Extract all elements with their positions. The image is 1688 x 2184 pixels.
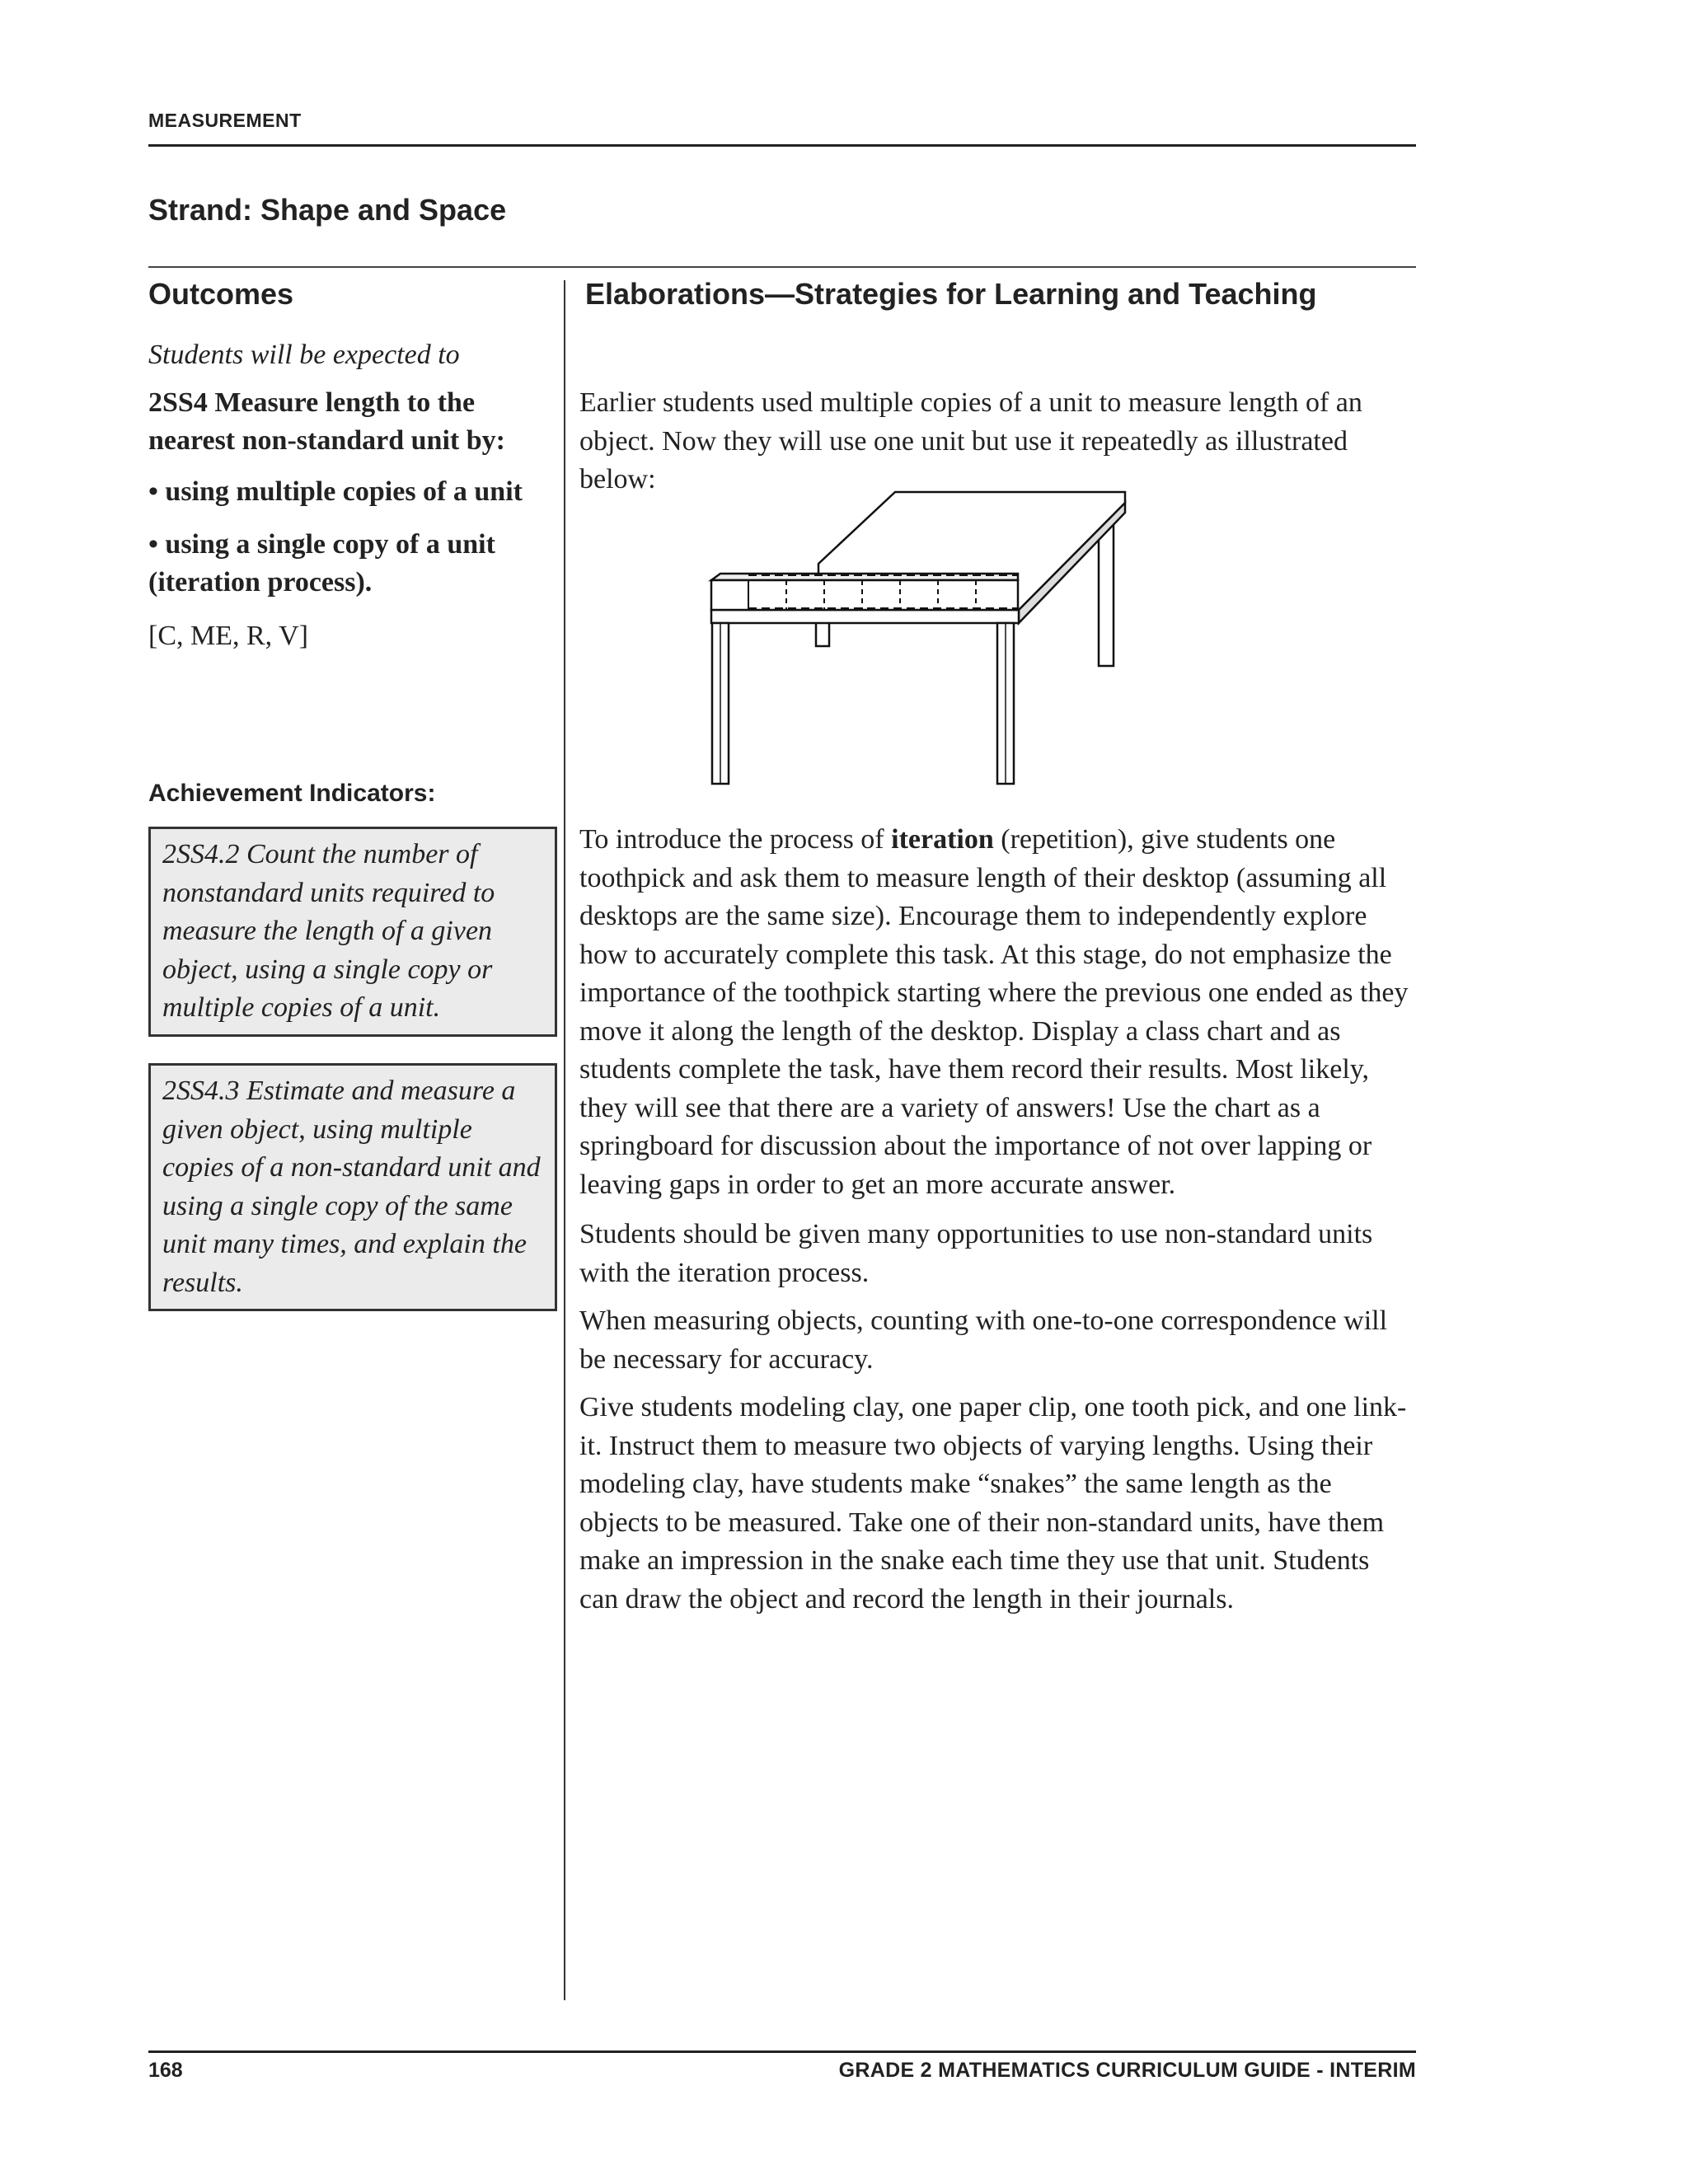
outcome-bullet: • using multiple copies of a unit (148, 476, 523, 507)
outcome-title: 2SS4 Measure length to the nearest non-standard unit by: (148, 387, 505, 456)
footer-rule (148, 2050, 1416, 2053)
outcomes-intro: Students will be expected to (148, 340, 460, 370)
header-rule (148, 144, 1416, 147)
elaboration-paragraph: Give students modeling clay, one paper clip, one tooth pick, and one link-it. Instruct them to measure two objects of varying lengths. Using their modeling clay, have students make “snakes” the same length as the objects to be measured. Take one of their non-standard units, have them make an impression in the snake each time they use that unit. Students can draw the object and record the length in their journals. (579, 1392, 1407, 1615)
strand-title: Strand: Shape and Space (148, 193, 507, 227)
elaboration-paragraph: When measuring objects, counting with one-to-one correspondence will be necessary for accuracy. (579, 1305, 1388, 1375)
paragraph-text: (repetition), give students one toothpick and ask them to measure length of their desktop (assuming all desktops are the same size). Encourage them to independently explore how to accurately complete this task. At this stage, do not emphasize the importance of the toothpick starting where the previous one ended as they move it along the length of the desktop. Display a class chart and as students complete the task, have them record their results. Most likely, they will see that there are a variety of answers! Use the chart as a springboard for discussion about the importance of not over lapping or leaving gaps in order to get an more accurate answer. (579, 824, 1409, 1200)
paragraph-text: To introduce the process of (579, 824, 892, 855)
iteration-term: iteration (891, 824, 994, 855)
elaboration-paragraph: Earlier students used multiple copies of a unit to measure length of an object. Now they will use one unit but use it repeatedly as illustrated below: (579, 387, 1362, 494)
achievement-indicators-heading: Achievement Indicators: (148, 780, 436, 807)
elaboration-paragraph: Students should be given many opportunities to use non-standard units with the iteration process. (579, 1219, 1373, 1288)
strand-rule (148, 266, 1416, 268)
outcomes-heading: Outcomes (148, 277, 294, 311)
page-number: 168 (148, 2059, 183, 2082)
elaboration-paragraph (579, 821, 1412, 1204)
footer-title: GRADE 2 MATHEMATICS CURRICULUM GUIDE - INTERIM (838, 2059, 1416, 2082)
outcome-codes: [C, ME, R, V] (148, 621, 308, 651)
elaborations-heading: Elaborations—Strategies for Learning and Teaching (585, 277, 1317, 311)
outcome-bullet: • using a single copy of a unit (iteration process). (148, 529, 495, 598)
section-label: MEASUREMENT (148, 110, 302, 131)
achievement-indicator-box: 2SS4.3 Estimate and measure a given object, using multiple copies of a non-standard unit and using a single copy of the same unit many times, and explain the results. (148, 1063, 557, 1311)
table-illustration (701, 485, 1146, 790)
achievement-indicator-box: 2SS4.2 Count the number of nonstandard units required to measure the length of a given object, using a single copy or multiple copies of a unit. (148, 827, 557, 1037)
column-divider (564, 280, 565, 2000)
